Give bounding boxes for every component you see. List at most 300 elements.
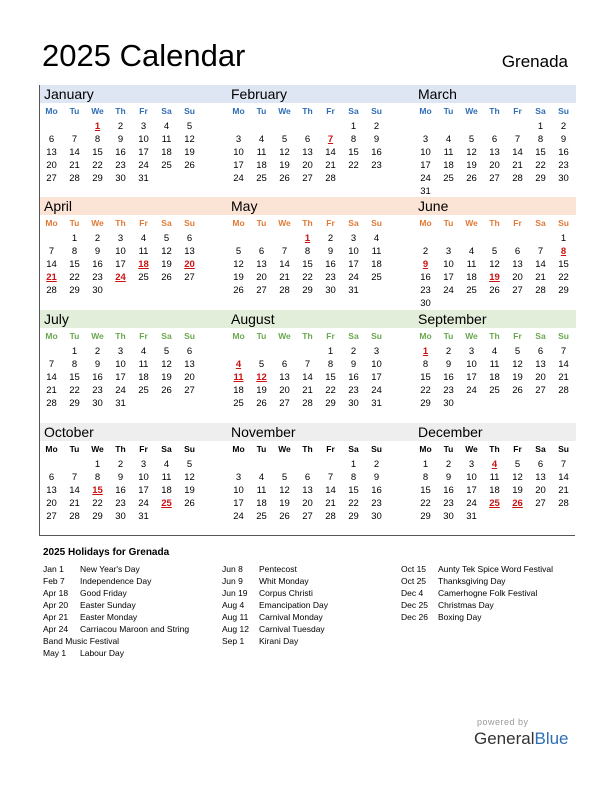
calendar-day: 9 (373, 134, 380, 145)
weekday-header: Tu (69, 444, 80, 454)
calendar-day: 29 (302, 285, 313, 296)
calendar-day: 29 (420, 398, 431, 409)
calendar-day: 5 (281, 134, 288, 145)
holiday-day: 26 (512, 498, 523, 509)
calendar-day: 16 (371, 485, 382, 496)
holiday-day: 18 (138, 259, 149, 270)
weekday-header: Su (371, 331, 382, 341)
holiday-day: 20 (184, 259, 195, 270)
calendar-day: 18 (161, 147, 172, 158)
calendar-day: 26 (161, 272, 172, 283)
calendar-day: 16 (348, 372, 359, 383)
calendar-day: 5 (235, 246, 242, 257)
weekday-header: Fr (513, 106, 522, 116)
calendar-day: 24 (466, 385, 477, 396)
calendar-day: 20 (535, 485, 546, 496)
calendar-day: 18 (371, 259, 382, 270)
calendar-day: 23 (443, 385, 454, 396)
month-row-band (40, 423, 576, 441)
calendar-day: 20 (279, 385, 290, 396)
calendar-day: 4 (258, 472, 265, 483)
weekday-header: Sa (348, 218, 359, 228)
calendar-day: 6 (304, 134, 311, 145)
calendar-day: 23 (115, 160, 126, 171)
calendar-day: 28 (302, 398, 313, 409)
calendar-day: 2 (422, 246, 429, 257)
calendar-day: 3 (350, 233, 357, 244)
calendar-day: 5 (514, 346, 521, 357)
calendar-day: 4 (140, 233, 147, 244)
calendar-day: 3 (117, 233, 124, 244)
weekday-header: Fr (326, 331, 335, 341)
calendar-day: 18 (489, 485, 500, 496)
calendar-day: 10 (138, 134, 149, 145)
month-name: April (44, 198, 73, 214)
calendar-day: 22 (348, 160, 359, 171)
calendar-day: 28 (279, 285, 290, 296)
calendar-day: 16 (443, 485, 454, 496)
calendar-day: 27 (489, 173, 500, 184)
calendar-day: 18 (161, 485, 172, 496)
calendar-day: 25 (256, 511, 267, 522)
calendar-day: 16 (115, 147, 126, 158)
calendar-day: 8 (537, 134, 544, 145)
calendar-day: 14 (46, 372, 57, 383)
calendar-day: 29 (348, 511, 359, 522)
calendar-day: 4 (445, 134, 452, 145)
calendar-day: 2 (373, 121, 380, 132)
calendar-day: 11 (138, 246, 149, 257)
calendar-day: 8 (304, 246, 311, 257)
calendar-day: 8 (350, 134, 357, 145)
weekday-header: Fr (513, 444, 522, 454)
country-name: Grenada (501, 52, 568, 71)
weekday-header: Mo (232, 331, 245, 341)
holiday-name: Aunty Tek Spice Word Festival (438, 564, 553, 574)
calendar-day: 9 (117, 134, 124, 145)
calendar-day: 8 (71, 359, 78, 370)
calendar-day: 5 (186, 459, 193, 470)
calendar-day: 1 (94, 459, 101, 470)
calendar-day: 23 (371, 160, 382, 171)
calendar-day: 7 (48, 359, 55, 370)
calendar-day: 10 (233, 147, 244, 158)
calendar-day: 4 (163, 121, 170, 132)
holiday-date: Feb 7 (43, 576, 65, 586)
weekday-header: Mo (232, 218, 245, 228)
weekday-header: Fr (513, 331, 522, 341)
weekday-header: Tu (443, 106, 454, 116)
calendar-day: 19 (161, 259, 172, 270)
calendar-day: 22 (92, 160, 103, 171)
calendar-day: 3 (422, 134, 429, 145)
weekday-header: Sa (535, 218, 546, 228)
calendar-day: 13 (46, 147, 57, 158)
calendar-day: 11 (489, 472, 500, 483)
calendar-day: 9 (350, 359, 357, 370)
holiday-name: Corpus Christi (259, 588, 313, 598)
holiday-date: Oct 15 (401, 564, 427, 574)
holiday-date: Dec 26 (401, 612, 428, 622)
calendar-day: 11 (371, 246, 382, 257)
calendar-day: 12 (184, 134, 195, 145)
calendar-day: 3 (140, 459, 147, 470)
month-row-band (40, 310, 576, 328)
calendar-day: 28 (46, 398, 57, 409)
calendar-day: 10 (138, 472, 149, 483)
holiday-date: Aug 12 (222, 624, 249, 634)
calendar-day: 9 (94, 246, 101, 257)
weekday-header: Tu (443, 331, 454, 341)
calendar-day: 30 (371, 511, 382, 522)
holiday-name: Pentecost (259, 564, 297, 574)
calendar-day: 31 (420, 186, 431, 197)
calendar-day: 26 (161, 385, 172, 396)
calendar-day: 4 (258, 134, 265, 145)
calendar-day: 6 (258, 246, 265, 257)
calendar-day: 28 (325, 511, 336, 522)
weekday-header: We (278, 331, 291, 341)
calendar-day: 3 (235, 134, 242, 145)
weekday-header: Th (115, 331, 126, 341)
calendar-day: 16 (558, 147, 569, 158)
calendar-day: 15 (535, 147, 546, 158)
calendar-day: 2 (445, 459, 452, 470)
holiday-date: Jan 1 (43, 564, 64, 574)
calendar-day: 14 (46, 259, 57, 270)
calendar-day: 21 (325, 498, 336, 509)
holiday-name: Emancipation Day (259, 600, 328, 610)
weekday-header: Th (489, 444, 500, 454)
holiday-day: 8 (560, 246, 567, 257)
holiday-name: Independence Day (80, 576, 152, 586)
calendar-day: 22 (535, 160, 546, 171)
weekday-header: We (91, 444, 104, 454)
holiday-day: 25 (161, 498, 172, 509)
calendar-day: 10 (466, 359, 477, 370)
calendar-day: 11 (138, 359, 149, 370)
calendar-day: 30 (443, 398, 454, 409)
holiday-day: 1 (94, 121, 101, 132)
calendar-day: 22 (348, 498, 359, 509)
calendar-day: 22 (92, 498, 103, 509)
calendar-day: 28 (558, 498, 569, 509)
calendar-day: 26 (256, 398, 267, 409)
powered-by-text: powered by (477, 717, 529, 727)
calendar-day: 22 (69, 385, 80, 396)
calendar-day: 12 (184, 472, 195, 483)
calendar-day: 22 (420, 385, 431, 396)
weekday-header: Tu (256, 331, 267, 341)
calendar-day: 9 (327, 246, 334, 257)
calendar-day: 18 (489, 372, 500, 383)
calendar-day: 30 (92, 285, 103, 296)
calendar-day: 28 (69, 173, 80, 184)
calendar-day: 1 (422, 459, 429, 470)
weekday-header: We (91, 106, 104, 116)
calendar-day: 1 (560, 233, 567, 244)
calendar-day: 20 (512, 272, 523, 283)
brand-blue: Blue (534, 729, 569, 748)
calendar-day: 15 (302, 259, 313, 270)
calendar-day: 21 (302, 385, 313, 396)
calendar-day: 22 (302, 272, 313, 283)
calendar-day: 14 (535, 259, 546, 270)
calendar-day: 30 (115, 173, 126, 184)
calendar-day: 23 (325, 272, 336, 283)
month-name: August (231, 311, 275, 327)
month-name: November (231, 424, 296, 440)
month-name: July (44, 311, 69, 327)
calendar-day: 13 (302, 147, 313, 158)
calendar-day: 16 (420, 272, 431, 283)
calendar-day: 9 (94, 359, 101, 370)
calendar-day: 13 (184, 359, 195, 370)
calendar-day: 23 (558, 160, 569, 171)
calendar-day: 27 (256, 285, 267, 296)
calendar-day: 8 (327, 359, 334, 370)
calendar-day: 10 (115, 246, 126, 257)
weekday-header: Mo (419, 444, 432, 454)
holiday-date: Aug 4 (222, 600, 245, 610)
holiday-date: Aug 11 (222, 612, 249, 622)
calendar-day: 20 (302, 498, 313, 509)
holiday-day: 7 (327, 134, 334, 145)
calendar-day: 5 (281, 472, 288, 483)
calendar-day: 14 (279, 259, 290, 270)
holiday-date: Jun 19 (222, 588, 248, 598)
calendar-day: 4 (373, 233, 380, 244)
calendar-day: 2 (117, 121, 124, 132)
calendar-day: 5 (514, 459, 521, 470)
calendar-day: 15 (420, 372, 431, 383)
holiday-date: Apr 18 (43, 588, 69, 598)
calendar-day: 13 (512, 259, 523, 270)
holiday-day: 24 (115, 272, 126, 283)
weekday-header: Tu (443, 444, 454, 454)
calendar-day: 15 (69, 259, 80, 270)
calendar-day: 20 (46, 160, 57, 171)
calendar-day: 17 (443, 272, 454, 283)
calendar-day: 7 (560, 459, 567, 470)
holiday-day: 4 (235, 359, 242, 370)
calendar-day: 3 (235, 472, 242, 483)
calendar-day: 17 (233, 160, 244, 171)
month-name: January (44, 86, 94, 102)
calendar-day: 21 (558, 485, 569, 496)
calendar-day: 15 (92, 147, 103, 158)
calendar-day: 16 (443, 372, 454, 383)
calendar-day: 21 (535, 272, 546, 283)
holiday-date: Apr 20 (43, 600, 69, 610)
holiday-date: Apr 24 (43, 624, 69, 634)
calendar-day: 27 (512, 285, 523, 296)
calendar-day: 24 (371, 385, 382, 396)
calendar-day: 14 (512, 147, 523, 158)
calendar-day: 21 (512, 160, 523, 171)
weekday-header: Th (302, 444, 313, 454)
weekday-header: Th (489, 218, 500, 228)
holiday-day: 25 (489, 498, 500, 509)
calendar-day: 26 (184, 160, 195, 171)
calendar-day: 20 (46, 498, 57, 509)
calendar-day: 17 (115, 372, 126, 383)
weekday-header: Su (558, 331, 569, 341)
calendar-day: 21 (279, 272, 290, 283)
calendar-day: 2 (327, 233, 334, 244)
weekday-header: Th (489, 331, 500, 341)
calendar-day: 17 (348, 259, 359, 270)
calendar-day: 3 (468, 459, 475, 470)
holiday-name: Carnival Tuesday (259, 624, 325, 634)
weekday-header: Sa (535, 444, 546, 454)
calendar-day: 30 (558, 173, 569, 184)
calendar-day: 5 (258, 359, 265, 370)
calendar-day: 7 (537, 246, 544, 257)
weekday-header: Th (489, 106, 500, 116)
calendar-day: 24 (138, 160, 149, 171)
calendar-day: 28 (325, 173, 336, 184)
calendar-day: 18 (233, 385, 244, 396)
calendar-day: 7 (48, 246, 55, 257)
calendar-day: 6 (537, 459, 544, 470)
month-name: March (418, 86, 457, 102)
calendar-day: 29 (69, 398, 80, 409)
calendar-day: 2 (445, 346, 452, 357)
holiday-name: Easter Sunday (80, 600, 136, 610)
calendar-day: 14 (302, 372, 313, 383)
calendar-day: 17 (420, 160, 431, 171)
calendar-day: 15 (420, 485, 431, 496)
calendar-day: 23 (92, 272, 103, 283)
calendar-day: 13 (489, 147, 500, 158)
calendar-day: 6 (537, 346, 544, 357)
calendar-day: 12 (466, 147, 477, 158)
calendar-day: 14 (325, 485, 336, 496)
holiday-date: Jun 9 (222, 576, 243, 586)
calendar-day: 20 (302, 160, 313, 171)
weekday-header: Su (184, 331, 195, 341)
calendar-day: 26 (512, 385, 523, 396)
calendar-day: 27 (535, 385, 546, 396)
calendar-day: 12 (512, 472, 523, 483)
calendar-day: 20 (489, 160, 500, 171)
calendar-day: 14 (558, 472, 569, 483)
calendar-day: 14 (558, 359, 569, 370)
calendar-day: 14 (69, 147, 80, 158)
calendar-day: 2 (94, 233, 101, 244)
weekday-header: Sa (161, 444, 172, 454)
calendar-day: 26 (233, 285, 244, 296)
calendar-day: 3 (140, 121, 147, 132)
calendar-day: 26 (184, 498, 195, 509)
calendar-day: 27 (184, 385, 195, 396)
calendar-day: 24 (138, 498, 149, 509)
holiday-date: May 1 (43, 648, 67, 658)
holiday-day: 11 (233, 372, 244, 383)
brand-general: General (474, 729, 535, 748)
calendar-day: 31 (466, 511, 477, 522)
holiday-name: Carnival Monday (259, 612, 323, 622)
calendar-day: 4 (491, 346, 498, 357)
calendar-day: 7 (514, 134, 521, 145)
holiday-day: 21 (46, 272, 57, 283)
weekday-header: Th (115, 218, 126, 228)
calendar-day: 5 (491, 246, 498, 257)
calendar-day: 2 (117, 459, 124, 470)
calendar-day: 29 (92, 173, 103, 184)
calendar-day: 7 (560, 346, 567, 357)
calendar-day: 19 (233, 272, 244, 283)
calendar-day: 19 (512, 372, 523, 383)
calendar-day: 22 (69, 272, 80, 283)
calendar-day: 1 (71, 346, 78, 357)
calendar-day: 27 (302, 173, 313, 184)
weekday-header: Tu (256, 218, 267, 228)
calendar-grid (39, 85, 575, 536)
calendar-day: 25 (489, 385, 500, 396)
calendar-day: 20 (535, 372, 546, 383)
holiday-date: Oct 25 (401, 576, 427, 586)
holiday-day: 12 (256, 372, 267, 383)
brand-logo[interactable] (474, 729, 569, 749)
calendar-day: 10 (466, 472, 477, 483)
weekday-header: Tu (69, 218, 80, 228)
calendar-day: 28 (69, 511, 80, 522)
calendar-day: 9 (373, 472, 380, 483)
calendar-day: 25 (138, 385, 149, 396)
calendar-day: 3 (445, 246, 452, 257)
calendar-day: 18 (138, 372, 149, 383)
calendar-day: 26 (279, 173, 290, 184)
weekday-header: Tu (69, 331, 80, 341)
calendar-day: 24 (466, 498, 477, 509)
calendar-day: 31 (138, 511, 149, 522)
calendar-day: 27 (46, 173, 57, 184)
holiday-day: 9 (422, 259, 429, 270)
calendar-day: 17 (138, 147, 149, 158)
weekday-header: Su (558, 444, 569, 454)
calendar-day: 19 (512, 485, 523, 496)
calendar-day: 29 (420, 511, 431, 522)
weekday-header: Sa (348, 331, 359, 341)
weekday-header: Fr (513, 218, 522, 228)
calendar-day: 3 (117, 346, 124, 357)
calendar-day: 28 (535, 285, 546, 296)
calendar-day: 25 (233, 398, 244, 409)
calendar-day: 30 (348, 398, 359, 409)
weekday-header: We (278, 106, 291, 116)
calendar-day: 29 (69, 285, 80, 296)
calendar-day: 17 (466, 372, 477, 383)
calendar-day: 24 (233, 511, 244, 522)
calendar-day: 31 (115, 398, 126, 409)
weekday-header: Fr (139, 218, 148, 228)
calendar-day: 24 (443, 285, 454, 296)
calendar-day: 13 (184, 246, 195, 257)
calendar-day: 15 (348, 147, 359, 158)
calendar-day: 25 (161, 160, 172, 171)
holiday-name: Kirani Day (259, 636, 299, 646)
calendar-day: 25 (371, 272, 382, 283)
weekday-header: Mo (419, 218, 432, 228)
calendar-day: 11 (161, 134, 172, 145)
calendar-day: 10 (443, 259, 454, 270)
calendar-day: 19 (256, 385, 267, 396)
month-row-band (40, 85, 576, 103)
calendar-day: 6 (48, 134, 55, 145)
calendar-day: 23 (371, 498, 382, 509)
